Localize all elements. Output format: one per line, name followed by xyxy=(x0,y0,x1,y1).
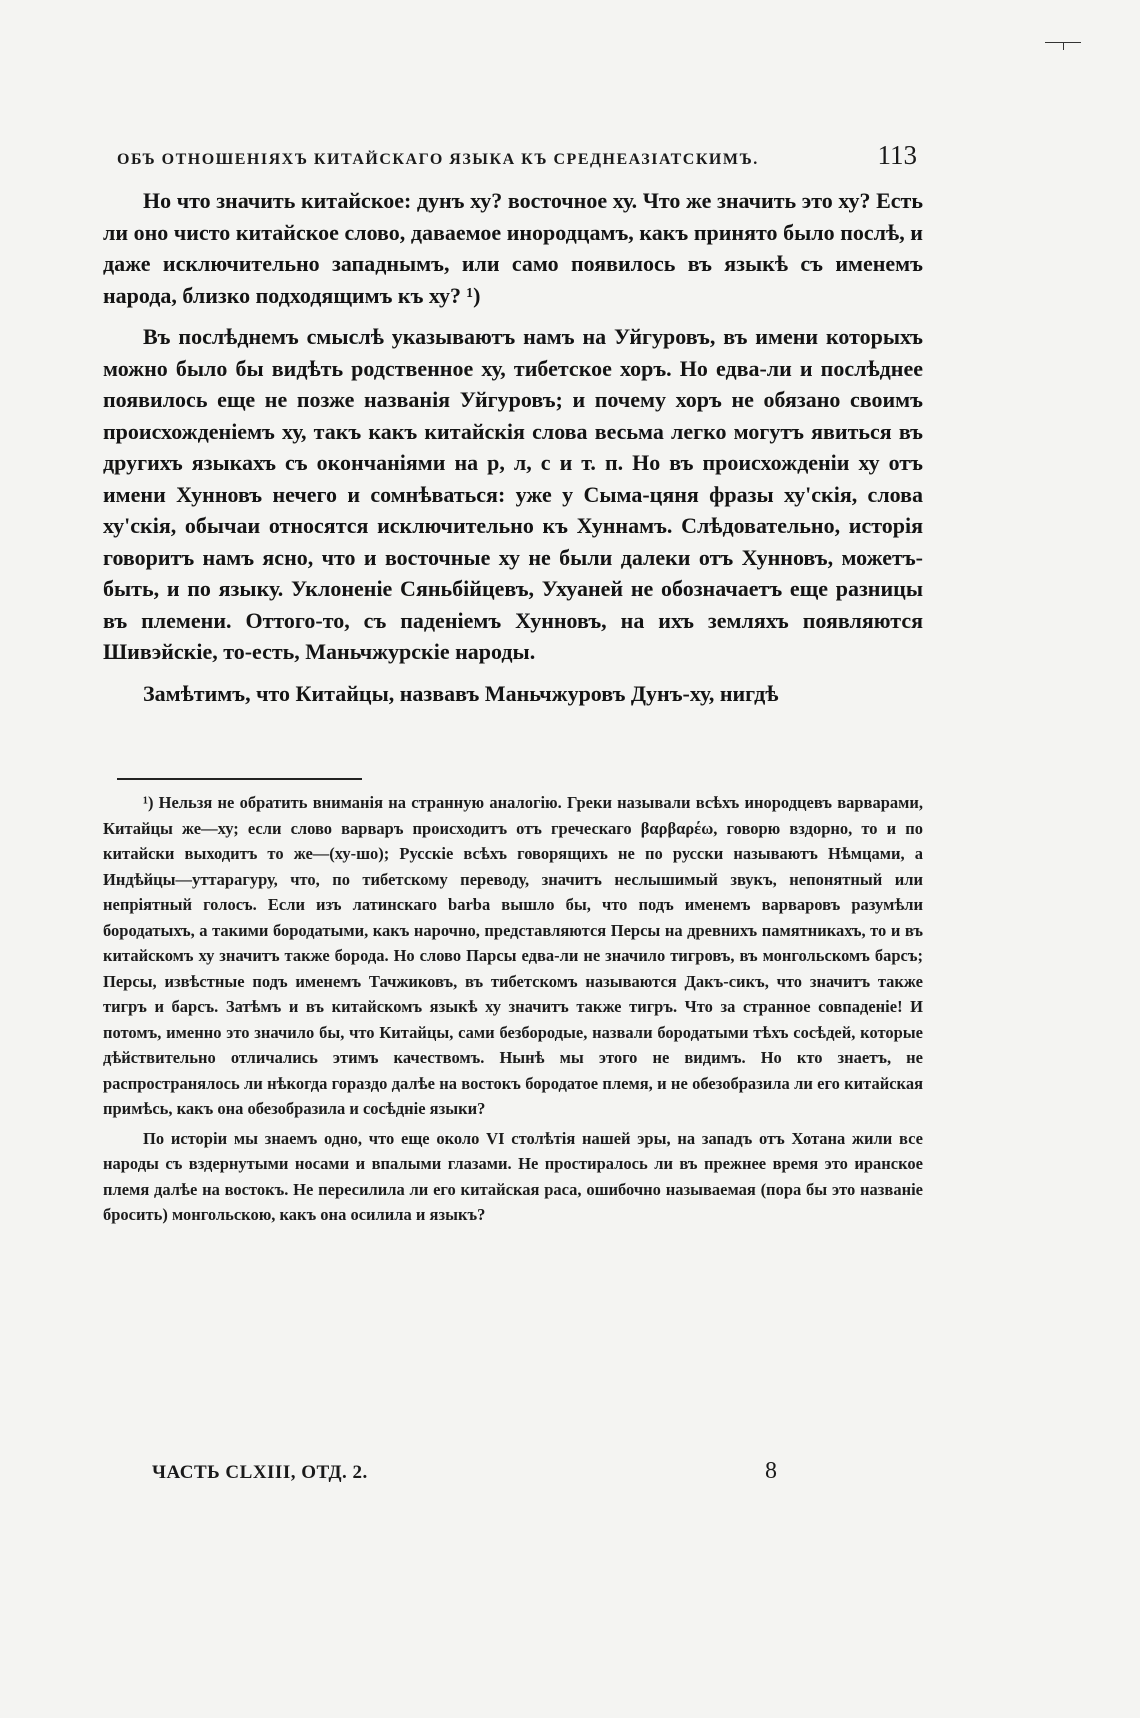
footnote: ¹) Нельзя не обратить вниманія на странную аналогію. Греки называли всѣхъ инородцевъ варварами, Китайцы же—ху; если слово варваръ происходитъ отъ греческаго βαρβαρέω, говорю вздорно, то и по китайски выходитъ то же—(ху-шо); Русскіе всѣхъ говорящихъ не по русски называютъ Нѣмцами, а Индѣйцы—уттарагуру, что, по тибетскому переводу, значитъ неслышимый звукъ, непонятный или непріятный голосъ. Если изъ латинскаго barba вышло бы, что подъ именемъ варваровъ разумѣли бородатыхъ, а такими бородатыми, какъ нарочно, представляются Персы на древнихъ памятникахъ, то и въ китайскомъ ху значитъ также борода. Но слово Парсы едва-ли не значило тигровъ, въ монгольскомъ барсъ; Персы, извѣстные подъ именемъ Тачжиковъ, въ тибетскомъ называются Дакъ-сикъ, что значитъ также тигръ и барсъ. Затѣмъ и въ китайскомъ языкѣ ху значитъ также тигръ. Что за странное совпаденіе! И потомъ, именно это значило бы, что Китайцы, сами безбородые, назвали бородатыми тѣхъ сосѣдей, которые дѣйствительно отличались этимъ качествомъ. Нынѣ мы этого не видимъ. Но кто знаетъ, не распространялось ли нѣкогда гораздо далѣе на востокъ бородатое племя, и не обезобразила ли его китайская примѣсь, какъ она обезобразила и сосѣдніе языки? xyxy=(103,793,923,1118)
paragraph: Въ послѣднемъ смыслѣ указываютъ намъ на Уйгуровъ, въ имени которыхъ можно было бы видѣть родственное ху, тибетское хоръ. Но едва-ли и послѣднее появилось еще не позже названія Уйгуровъ; и почему хоръ не обязано своимъ происхожденіемъ ху, такъ какъ китайскія слова весьма легко могутъ явиться въ другихъ языкахъ съ окончаніями на р, л, с и т. п. Но въ происхожденіи ху отъ имени Хунновъ нечего и сомнѣваться: уже у Сыма-цяня фразы ху'скія, слова ху'скія, обычаи относятся исключительно къ Хуннамъ. Слѣдовательно, исторія говоритъ намъ ясно, что и восточные ху не были далеки отъ Хунновъ, можетъ-быть, и по языку. Уклоненіе Сяньбійцевъ, Ухуаней не обозначаетъ еще разницы въ племени. Оттого-то, съ паденіемъ Хунновъ, на ихъ земляхъ появляются Шивэйскіе, то-есть, Маньчжурскіе народы. xyxy=(103,324,923,664)
running-title: ОБЪ ОТНОШЕНІЯХЪ КИТАЙСКАГО ЯЗЫКА КЪ СРЕДНЕАЗІАТСКИМЪ. xyxy=(117,151,759,168)
footnotes xyxy=(103,790,923,1232)
part-label: ЧАСТЬ CLXIII, ОТД. 2. xyxy=(152,1462,368,1483)
page-footer xyxy=(152,1458,777,1485)
paragraph: Замѣтимъ, что Китайцы, назвавъ Маньчжуровъ Дунъ-ху, нигдѣ xyxy=(143,680,779,706)
main-text xyxy=(103,185,923,709)
paragraph: Но что значить китайское: дунъ ху? восточное ху. Что же значить это ху? Есть ли оно чисто китайское слово, даваемое инородцамъ, какъ принято было послѣ, и даже исключительно западнымъ, или само появилось въ языкѣ съ именемъ народа, близко подходящимъ къ ху? ¹) xyxy=(103,188,923,308)
page-number: 113 xyxy=(877,140,917,170)
corner-mark xyxy=(1045,42,1081,43)
signature-mark: 8 xyxy=(765,1458,777,1484)
footnote-continuation: По исторіи мы знаемъ одно, что еще около VI столѣтія нашей эры, на западъ отъ Хотана жили все народы съ вздернутыми носами и впалыми глазами. Не простиралось ли въ прежнее время это иранское племя далѣе на востокъ. Не пересилила ли его китайская раса, ошибочно называемая (пора бы это названіе бросить) монгольскою, какъ она осилила и языкъ? xyxy=(103,1128,923,1224)
running-header xyxy=(117,140,917,171)
footnote-separator xyxy=(117,778,362,780)
